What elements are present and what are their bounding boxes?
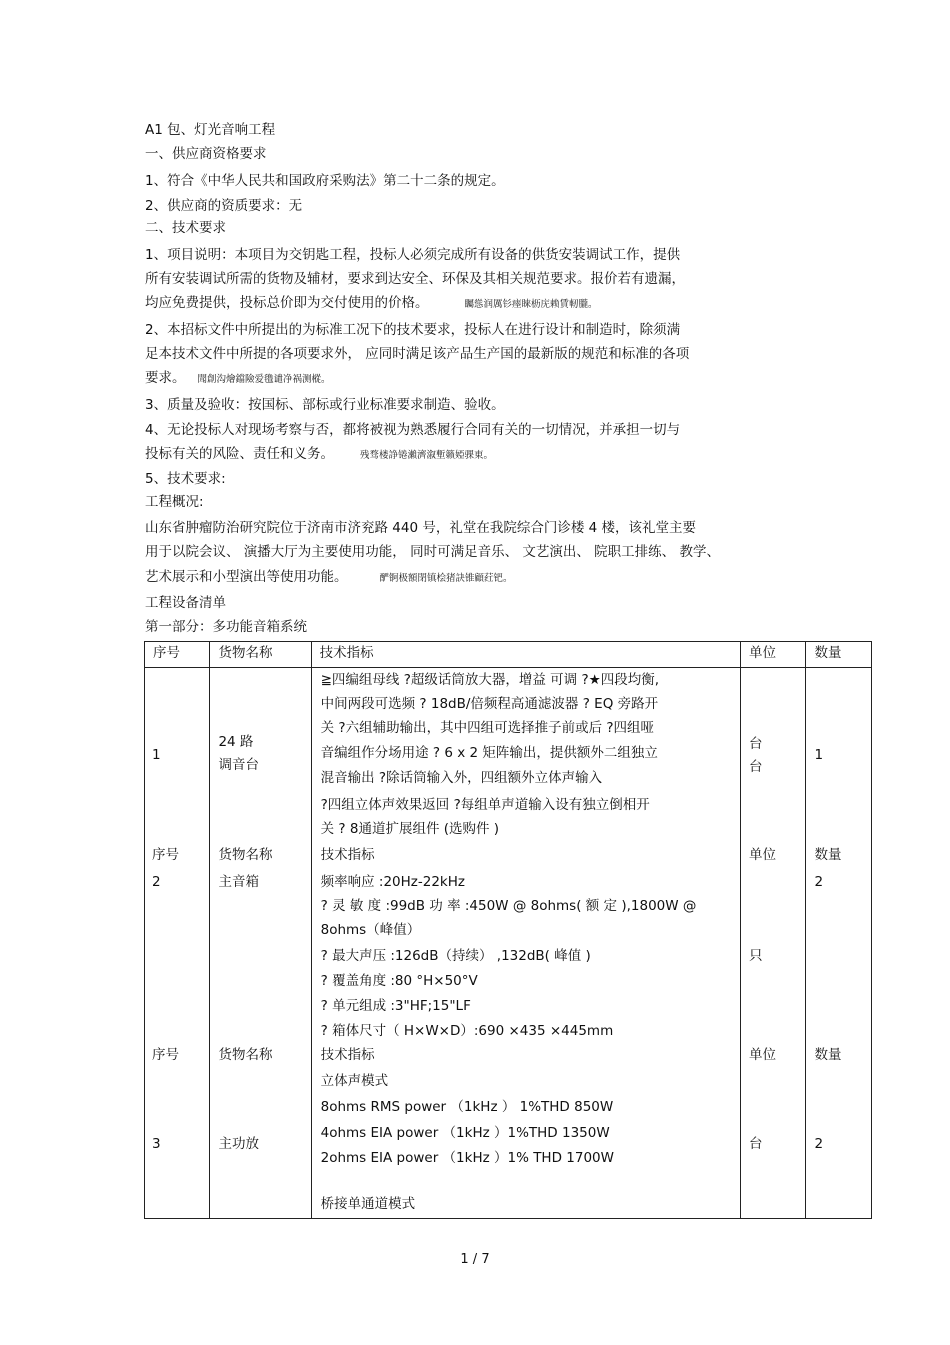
spec-line: 4ohms EIA power （1kHz ）1%THD 1350W (320, 1125, 610, 1141)
spec-line: 音编组作分场用途 ? 6 x 2 矩阵输出，提供额外二组独立 (320, 745, 658, 761)
header-spec: 技术指标 (320, 847, 375, 863)
header-spec: 技术指标 (319, 645, 374, 661)
quantity: 1 (814, 747, 824, 763)
header-item-name: 货物名称 (218, 645, 273, 661)
garbled-text: 残骛楼諍锩瀨濟溆塹籟婭骒東。 (360, 450, 494, 461)
heading-supplier-qualification: 一、供应商资格要求 (145, 146, 267, 162)
paragraph-line: 足本技术文件中所提的各项要求外， 应同时满足该产品生产国的最新版的规范和标准的各项 (145, 346, 690, 362)
paragraph-line (145, 293, 598, 315)
subheading-part-one: 第一部分：多功能音箱系统 (145, 619, 307, 635)
quantity: 2 (814, 874, 824, 890)
equipment-table (144, 641, 872, 1219)
paragraph-line: 1、符合《中华人民共和国政府采购法》第二十二条的规定。 (145, 173, 505, 189)
table-body-row (145, 668, 872, 1219)
spec-line: ? 覆盖角度 :80 °H×50°V (320, 973, 478, 989)
paragraph-line: 山东省肿瘤防治研究院位于济南市济兖路 440 号，礼堂在我院综合门诊楼 4 楼，该礼堂主要 (145, 520, 697, 536)
paragraph-line: 4、无论投标人对现场考察与否，都将被视为熟悉履行合同有关的一切情况，并承担一切与 (145, 422, 681, 438)
row-no: 1 (152, 747, 161, 763)
spec-line: ? 灵 敏 度 :99dB 功 率 :450W @ 8ohms( 额 定 ),1800W @ (320, 898, 697, 914)
paragraph-text: 投标有关的风险、责任和义务。 (145, 446, 334, 462)
spec-line: 频率响应 :20Hz-22kHz (320, 874, 465, 890)
spec-line: 中间两段可选频 ? 18dB/倍频程高通滤波器 ? EQ 旁路开 (320, 696, 659, 712)
paragraph-line: 工程概况: (145, 494, 204, 510)
subheading-equipment-list: 工程设备清单 (145, 595, 226, 611)
spec-line: ? 箱体尺寸（ H×W×D）:690 ×435 ×445mm (320, 1023, 614, 1039)
spec-line: 桥接单通道模式 (320, 1196, 416, 1212)
quantity: 2 (814, 1136, 824, 1152)
spec-line: 关 ?六组辅助输出，其中四组可选择推子前或后 ?四组哑 (320, 720, 655, 736)
garbled-text: 酽锕极額閉镇桧猪訣锥顧荭钯。 (379, 573, 513, 584)
spec-line: ? 最大声压 :126dB（持续） ,132dB( 峰值 ) (320, 948, 591, 964)
paragraph-text: 艺术展示和小型演出等使用功能。 (145, 569, 348, 585)
unit: 台 (749, 736, 763, 752)
paragraph-line: 2、本招标文件中所提出的为标准工况下的技术要求，投标人在进行设计和制造时，除须满 (145, 322, 681, 338)
header-item-name: 货物名称 (218, 1047, 273, 1063)
item-name: 调音台 (218, 757, 259, 773)
header-unit: 单位 (749, 847, 777, 863)
paragraph-line (145, 567, 513, 589)
header-unit: 单位 (749, 645, 777, 661)
unit: 台 (749, 759, 763, 775)
spec-line: 8ohms（峰值） (320, 922, 421, 938)
spec-line: 8ohms RMS power （1kHz ） 1%THD 850W (320, 1099, 614, 1115)
row-no: 3 (152, 1136, 161, 1152)
paragraph-line: 3、质量及验收：按国标、部标或行业标准要求制造、验收。 (145, 397, 505, 413)
header-no: 序号 (152, 1047, 179, 1063)
header-qty: 数量 (814, 645, 842, 661)
paragraph-line: 用于以院会议、 演播大厅为主要使用功能， 同时可满足音乐、 文艺演出、 院职工排练、 教学、 (145, 544, 720, 560)
item-name: 主音箱 (218, 874, 259, 890)
header-spec: 技术指标 (320, 1047, 375, 1063)
paragraph-text: 均应免费提供，投标总价即为交付使用的价格。 (145, 295, 429, 311)
paragraph-line: 5、技术要求: (145, 471, 226, 487)
paragraph-text: 要求。 (145, 370, 186, 386)
spec-line: ? 单元组成 :3"HF;15"LF (320, 998, 471, 1014)
header-qty: 数量 (814, 1047, 842, 1063)
spec-line: 2ohms EIA power （1kHz ）1% THD 1700W (320, 1150, 614, 1166)
unit: 只 (749, 948, 763, 964)
spec-line: 立体声模式 (320, 1073, 389, 1089)
paragraph-line: 1、项目说明：本项目为交钥匙工程，投标人必须完成所有设备的供货安装调试工作，提供 (145, 247, 681, 263)
page-number: 1 / 7 (460, 1252, 490, 1267)
header-no: 序号 (152, 847, 179, 863)
unit: 台 (749, 1136, 763, 1152)
garbled-text: 聞創沟燴鐺險爱氇谴净祸测樅。 (197, 374, 331, 385)
spec-line: 关 ? 8通道扩展组件 (选购件 ) (320, 821, 500, 837)
header-qty: 数量 (814, 847, 842, 863)
spec-line: ?四组立体声效果返回 ?每组单声道输入设有独立倒相开 (320, 797, 650, 813)
spec-line: 混音输出 ?除话筒输入外，四组额外立体声输入 (320, 770, 603, 786)
paragraph-line (145, 368, 331, 390)
paragraph-line: 所有安装调试所需的货物及辅材，要求到达安全、环保及其相关规范要求。报价若有遗漏， (145, 271, 685, 287)
heading-technical-requirements: 二、技术要求 (145, 220, 226, 236)
header-no: 序号 (153, 645, 180, 661)
item-name: 24 路 (218, 734, 254, 750)
item-name: 主功放 (218, 1136, 259, 1152)
garbled-text: 矚慫润厲钐瘗睞枥庑赖賃軔朧。 (464, 299, 598, 310)
spec-line: ≧四编组母线 ?超级话筒放大器，增益 可调 ?★四段均衡, (320, 672, 660, 688)
section-title: A1 包、灯光音响工程 (145, 122, 276, 138)
row-no: 2 (152, 874, 161, 890)
paragraph-line (145, 444, 493, 466)
paragraph-line: 2、供应商的资质要求：无 (145, 198, 303, 214)
header-unit: 单位 (749, 1047, 777, 1063)
header-item-name: 货物名称 (218, 847, 273, 863)
table-header-row (145, 642, 872, 668)
